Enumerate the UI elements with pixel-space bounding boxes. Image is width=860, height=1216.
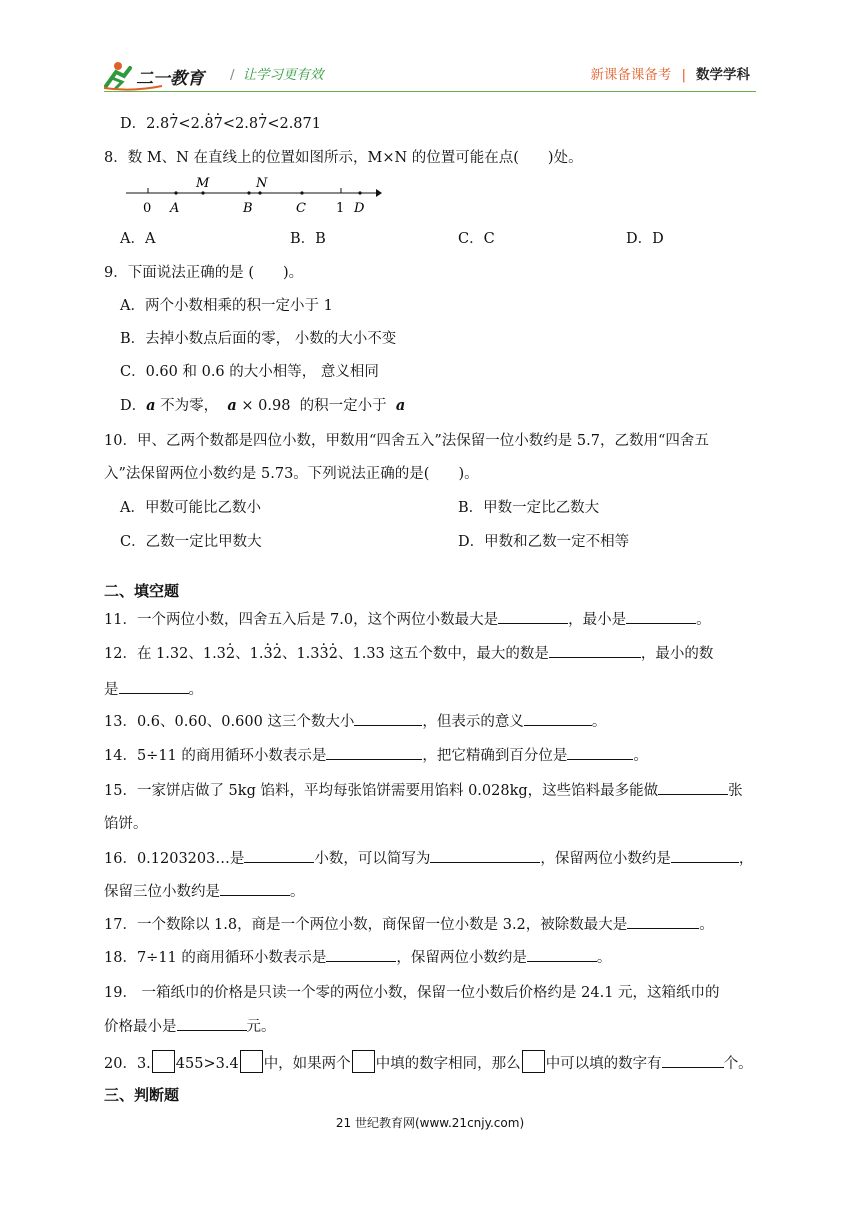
- label-c: C: [296, 201, 306, 216]
- q11: 11．一个两位小数，四舍五入后是 7.0，这个两位小数最大是 ，最小是 。: [104, 608, 711, 629]
- answer-blank[interactable]: [244, 848, 314, 863]
- section-true-false-title: 三、判断题: [104, 1086, 180, 1104]
- answer-blank[interactable]: [177, 1016, 247, 1031]
- q13: 13．0.6、0.60、0.600 这三个数大小 ，但表示的意义 。: [104, 710, 606, 731]
- header-tag: 新课备课备考: [590, 67, 672, 83]
- answer-blank[interactable]: [524, 711, 592, 726]
- page-footer: 21 世纪教育网(www.21cnjy.com): [335, 1116, 525, 1130]
- answer-blank[interactable]: [326, 947, 396, 962]
- q10-stem-line1: 10．甲、乙两个数都是四位小数，甲数用“四舍五入”法保留一位小数约是 5.7，乙数用“四舍五: [104, 433, 709, 449]
- number-line-figure: [124, 172, 384, 216]
- q8-option-d: D．D: [626, 231, 664, 247]
- label-d: D: [354, 201, 365, 216]
- digit-box[interactable]: [522, 1050, 545, 1073]
- q9-stem: 9．下面说法正确的是 ( )。: [104, 265, 304, 281]
- header-subject: 数学学科: [696, 67, 750, 83]
- header-right: 新课备课备考 | 数学学科: [590, 67, 750, 83]
- q10-option-c: C．乙数一定比甲数大: [120, 534, 262, 550]
- q8-option-a: A．A: [120, 231, 156, 247]
- label-m: M: [196, 176, 210, 191]
- answer-blank[interactable]: [354, 711, 422, 726]
- label-1: 1: [336, 201, 345, 216]
- label-a: A: [170, 201, 180, 216]
- q19-line1: 19． 一箱纸巾的价格是只读一个零的两位小数，保留一位小数后价格约是 24.1 元，这箱纸巾的: [104, 985, 720, 1001]
- answer-blank[interactable]: [498, 609, 568, 624]
- q14: 14．5÷11 的商用循环小数表示是 ，把它精确到百分位是 。: [104, 744, 648, 765]
- section-fill-in-title: 二、填空题: [104, 582, 180, 600]
- q7-option-d: D．2.8· 7<2.· 8· 7<2.8· 7<2.871: [120, 112, 321, 133]
- q17: 17．一个数除以 1.8，商是一个两位小数，商保留一位小数是 3.2，被除数最大是 。: [104, 913, 714, 934]
- q10-option-d: D．甲数和乙数一定不相等: [458, 534, 630, 550]
- answer-blank[interactable]: [527, 947, 597, 962]
- label-b: B: [243, 201, 253, 216]
- answer-blank[interactable]: [658, 780, 728, 795]
- answer-blank[interactable]: [671, 848, 739, 863]
- answer-blank[interactable]: [567, 745, 633, 760]
- answer-blank[interactable]: [430, 848, 540, 863]
- q15-line1: 15．一家饼店做了 5kg 馅料，平均每张馅饼需要用馅料 0.028kg，这些馅料最多能做 张: [104, 779, 743, 800]
- q10-option-b: B．甲数一定比乙数大: [458, 500, 600, 516]
- q16-line1: 16．0.1203203…是 小数，可以简写为 ，保留两位小数约是 ，: [104, 847, 753, 868]
- q12-line2: 是 。: [104, 678, 203, 699]
- q20: 20．3. 455>3.4 中，如果两个 中填的数字相同，那么 中可以填的数字有 个。: [104, 1050, 753, 1073]
- q9-option-c: C．0.60 和 0.6 的大小相等， 意义相同: [120, 364, 379, 380]
- q10-stem-line2: 入”法保留两位小数约是 5.73。下列说法正确的是( )。: [104, 466, 479, 482]
- brand-logo: [102, 58, 222, 92]
- q9-option-b: B．去掉小数点后面的零， 小数的大小不变: [120, 331, 397, 347]
- answer-blank[interactable]: [626, 609, 696, 624]
- header-divider: [104, 91, 756, 92]
- answer-blank[interactable]: [627, 914, 699, 929]
- digit-box[interactable]: [240, 1050, 263, 1073]
- q12-line1: 12．在 1.32、1.3· 2、1.· 3· 2、1.3· 3· 2、1.33 这五个数中，最大的数是 ，最小的数: [104, 642, 713, 663]
- q8-stem: 8．数 M、N 在直线上的位置如图所示，M×N 的位置可能在点( )处。: [104, 150, 583, 166]
- answer-blank[interactable]: [549, 643, 641, 658]
- q18: 18．7÷11 的商用循环小数表示是 ，保留两位小数约是 。: [104, 946, 611, 967]
- q9-option-d: D．a 不为零， a × 0.98 的积一定小于 a: [120, 397, 406, 414]
- digit-box[interactable]: [152, 1050, 175, 1073]
- label-0: 0: [143, 201, 152, 216]
- logo-text: 二一教育: [136, 69, 204, 89]
- answer-blank[interactable]: [119, 679, 189, 694]
- answer-blank[interactable]: [220, 881, 290, 896]
- header-slogan: / 让学习更有效: [230, 67, 324, 83]
- q9-option-a: A．两个小数相乘的积一定小于 1: [120, 298, 333, 314]
- q8-option-b: B．B: [290, 231, 326, 247]
- digit-box[interactable]: [352, 1050, 375, 1073]
- q10-option-a: A．甲数可能比乙数小: [120, 500, 261, 516]
- label-n: N: [256, 176, 268, 191]
- answer-blank[interactable]: [662, 1053, 724, 1068]
- q16-line2: 保留三位小数约是 。: [104, 880, 305, 901]
- answer-blank[interactable]: [326, 745, 422, 760]
- q15-line2: 馅饼。: [104, 816, 148, 832]
- q8-option-c: C．C: [458, 231, 495, 247]
- q19-line2: 价格最小是 元。: [104, 1015, 276, 1036]
